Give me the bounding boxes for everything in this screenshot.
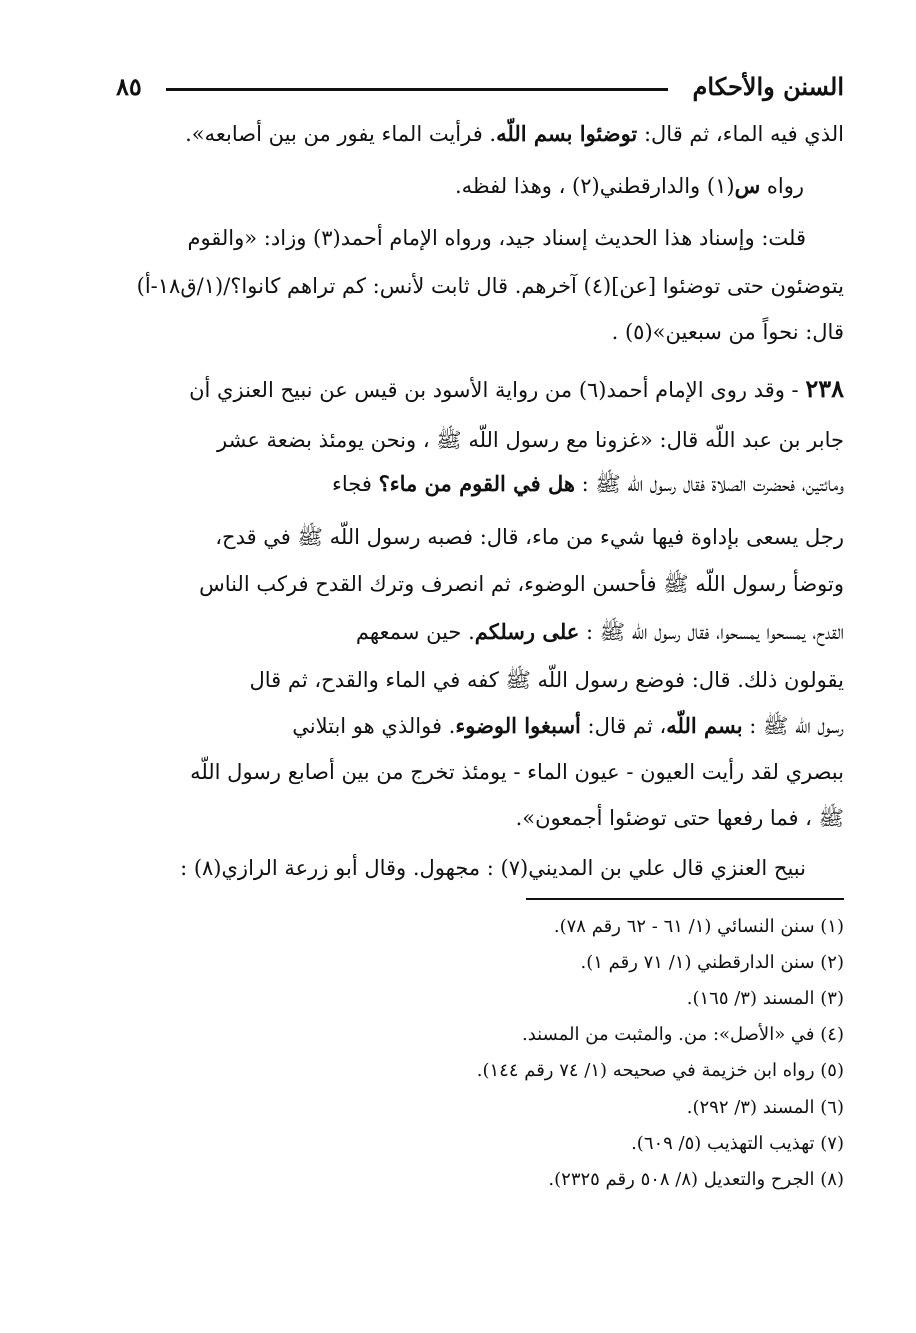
text-line <box>60 612 844 652</box>
text-line <box>60 369 844 409</box>
text-line: قلت: وإسناد هذا الحديث إسناد جيد، ورواه الإمام أحمد(٣) وزاد: «والقوم <box>187 226 806 250</box>
page-header <box>116 64 844 104</box>
text-run: ، ثم قال: <box>580 714 667 738</box>
footnote: (٤) في «الأصل»: من. والمثبت من المسند. <box>521 1024 844 1045</box>
hadith-quote: توضئوا بسم اللّه <box>496 121 638 146</box>
text-line: يتوضئون حتى توضئوا [عن](٤) آخرهم. قال ثابت لأنس: كم تراهم كانوا؟/(١/ق١٨-أ) <box>136 274 844 298</box>
text-line: ﷺ ، فما رفعها حتى توضئوا أجمعون». <box>515 806 844 830</box>
text-line: قال: نحواً من سبعين»(٥) . <box>611 320 844 344</box>
text-run: . فوالذي هو ابتلاني <box>292 714 456 738</box>
text-run: . فرأيت الماء يفور من بين أصابعه». <box>185 122 497 146</box>
hadith-quote: أسبغوا الوضوء <box>455 713 581 738</box>
text-line: ببصري لقد رأيت العيون - عيون الماء - يومئذ تخرج من بين أصابع رسول اللّه <box>190 760 844 784</box>
text-run: رسول اللّه ﷺ : <box>742 714 844 738</box>
text-run: فجاء <box>332 472 379 496</box>
footnote: (١) سنن النسائي (١/ ٦١ - ٦٢ رقم ٧٨). <box>553 916 844 937</box>
header-rule <box>166 88 668 91</box>
running-title: السنن والأحكام <box>692 72 844 101</box>
footnote: (٢) سنن الدارقطني (١/ ٧١ رقم ١). <box>580 952 844 973</box>
text-line <box>60 114 844 154</box>
footnote: (٥) رواه ابن خزيمة في صحيحه (١/ ٧٤ رقم ١٤٤). <box>476 1060 844 1081</box>
footnote-rule <box>526 898 844 900</box>
text-run: - وقد روى الإمام أحمد(٦) من رواية الأسود بن قيس عن نبيح العنزي أن <box>189 378 806 402</box>
text-line: وتوضأ رسول اللّه ﷺ فأحسن الوضوء، ثم انصرف وترك القدح فركب الناس <box>199 572 844 596</box>
text-line: يقولون ذلك. قال: فوضع رسول اللّه ﷺ كفه في الماء والقدح، ثم قال <box>249 668 844 692</box>
text-run: رواه <box>760 174 804 198</box>
text-line: رجل يسعى بإداوة فيها شيء من ماء، قال: فصبه رسول اللّه ﷺ في قدح، <box>215 525 844 549</box>
text-line: جابر بن عبد اللّه قال: «غزونا مع رسول اللّه ﷺ ، ونحن يومئذ بضعة عشر <box>217 428 844 452</box>
text-line: نبيح العنزي قال علي بن المديني(٧) : مجهول. وقال أبو زرعة الرازي(٨) : <box>180 856 806 880</box>
source-symbol: س <box>734 173 761 198</box>
text-run: الذي فيه الماء، ثم قال: <box>637 122 844 146</box>
hadith-quote: هل في القوم من ماء؟ <box>378 471 575 496</box>
hadith-quote: بسم اللّه <box>666 713 743 738</box>
footnote: (٦) المسند (٣/ ٢٩٢). <box>686 1097 844 1118</box>
text-line <box>60 464 844 504</box>
text-run: القدح، يمسحوا يمسحوا، فقال رسول اللّه ﷺ : <box>579 620 844 644</box>
text-line <box>60 706 844 746</box>
footnote: (٧) تهذيب التهذيب (٥/ ٦٠٩). <box>631 1133 844 1154</box>
footnote: (٣) المسند (٣/ ١٦٥). <box>686 988 844 1009</box>
footnote: (٨) الجرح والتعديل (٨/ ٥٠٨ رقم ٢٣٢٥). <box>548 1169 844 1190</box>
page-number: ٨٥ <box>116 72 142 101</box>
hadith-number: ٢٣٨ <box>805 374 844 403</box>
text-line <box>60 166 804 206</box>
text-run: . حين سمعهم <box>355 620 475 644</box>
text-run: ومائتين، فحضرت الصلاة فقال رسول اللّه ﷺ : <box>574 472 844 496</box>
hadith-quote: على رسلكم <box>474 619 580 644</box>
text-run: (١) والدارقطني(٢) ، وهذا لفظه. <box>454 174 735 198</box>
